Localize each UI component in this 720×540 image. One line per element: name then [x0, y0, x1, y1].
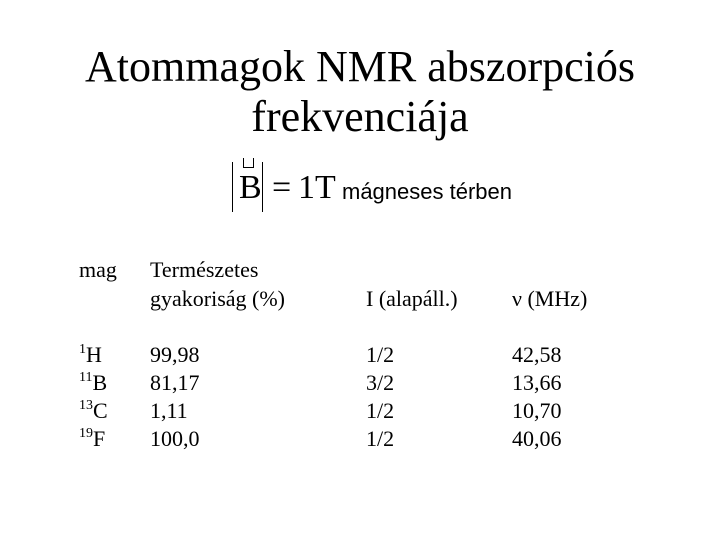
abs-bar-right — [262, 162, 263, 212]
header-frequency: ν (MHz) — [512, 286, 588, 311]
slide-title — [0, 42, 720, 142]
title-line-2: frekvenciája — [251, 92, 469, 141]
mass-number: 1 — [79, 342, 86, 357]
frequency-cell: 13,66 — [512, 370, 562, 395]
element-symbol: C — [93, 398, 108, 423]
vector-mark-icon — [243, 158, 254, 168]
abundance-cell: 100,0 — [150, 426, 200, 451]
formula-symbol: B — [239, 169, 262, 206]
abs-bar-left — [232, 162, 233, 212]
nucleus-cell — [79, 396, 108, 425]
mass-number: 13 — [79, 398, 93, 413]
frequency-cell: 42,58 — [512, 342, 562, 367]
frequency-cell: 40,06 — [512, 426, 562, 451]
spin-cell: 3/2 — [366, 370, 395, 395]
title-line-1: Atommagok NMR abszorpciós — [85, 42, 635, 91]
nucleus-cell — [79, 368, 107, 397]
spin-cell: 1/2 — [366, 398, 395, 423]
mass-number: 11 — [79, 370, 93, 385]
element-symbol: H — [86, 342, 102, 367]
element-symbol: F — [93, 426, 106, 451]
formula-equals: = — [272, 169, 292, 206]
abundance-cell: 81,17 — [150, 370, 200, 395]
header-abundance-line-1: Természetes — [150, 257, 259, 282]
spin-cell: 1/2 — [366, 426, 395, 451]
nucleus-cell — [79, 340, 102, 369]
header-spin: I (alapáll.) — [366, 286, 458, 311]
mass-number: 19 — [79, 426, 93, 441]
header-abundance-line-2: gyakoriság (%) — [150, 286, 286, 311]
formula-value: 1T — [298, 169, 336, 206]
nucleus-cell — [79, 424, 105, 453]
frequency-cell: 10,70 — [512, 398, 562, 423]
spin-cell: 1/2 — [366, 342, 395, 367]
formula-context: mágneses térben — [342, 179, 512, 204]
element-symbol: B — [92, 370, 108, 395]
abundance-cell: 99,98 — [150, 342, 200, 367]
abundance-cell: 1,11 — [150, 398, 188, 423]
header-nucleus: mag — [79, 257, 117, 282]
